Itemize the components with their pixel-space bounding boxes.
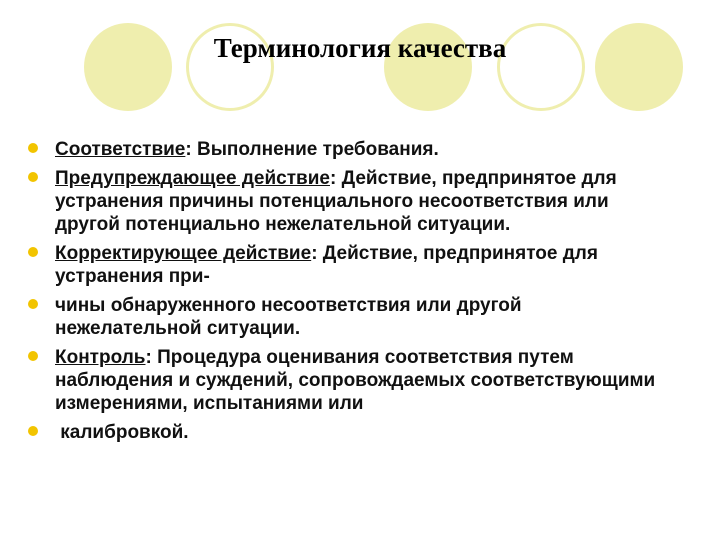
bullet-item — [28, 346, 668, 415]
bullet-item — [28, 294, 668, 340]
bullet-term: Предупреждающее действие — [55, 168, 330, 189]
bullet-text: : Процедура оценивания соответствия путем наблюдения и суждений, сопровождаемых соответствующими измерениями, испытаниями или — [55, 347, 656, 414]
bullet-dot-icon — [28, 247, 38, 257]
bullet-item — [28, 242, 668, 288]
bullet-term: Контроль — [55, 347, 146, 368]
bullet-text: : Действие, предпринятое для устранения при- — [55, 243, 598, 287]
bullet-text: чины обнаруженного несоответствия или другой нежелательной ситуации. — [55, 295, 522, 339]
slide-title — [0, 33, 720, 64]
bullet-dot-icon — [28, 299, 38, 309]
bullet-list — [28, 138, 668, 450]
bullet-term: Соответствие — [55, 139, 186, 160]
bullet-dot-icon — [28, 172, 38, 182]
bullet-term: Корректирующее действие — [55, 243, 312, 264]
bullet-dot-icon — [28, 426, 38, 436]
bullet-item — [28, 138, 668, 161]
bullet-text: калибровкой. — [55, 422, 189, 443]
bullet-dot-icon — [28, 351, 38, 361]
bullet-text: : Действие, предпринятое для устранения причины потенциального несоответствия или другой потенциально нежелательной ситуации. — [55, 168, 617, 235]
bullet-item — [28, 421, 668, 444]
bullet-item — [28, 167, 668, 236]
bullet-text: : Выполнение требования. — [185, 139, 439, 160]
bullet-dot-icon — [28, 143, 38, 153]
slide-title-text: Терминология качества — [213, 33, 507, 63]
